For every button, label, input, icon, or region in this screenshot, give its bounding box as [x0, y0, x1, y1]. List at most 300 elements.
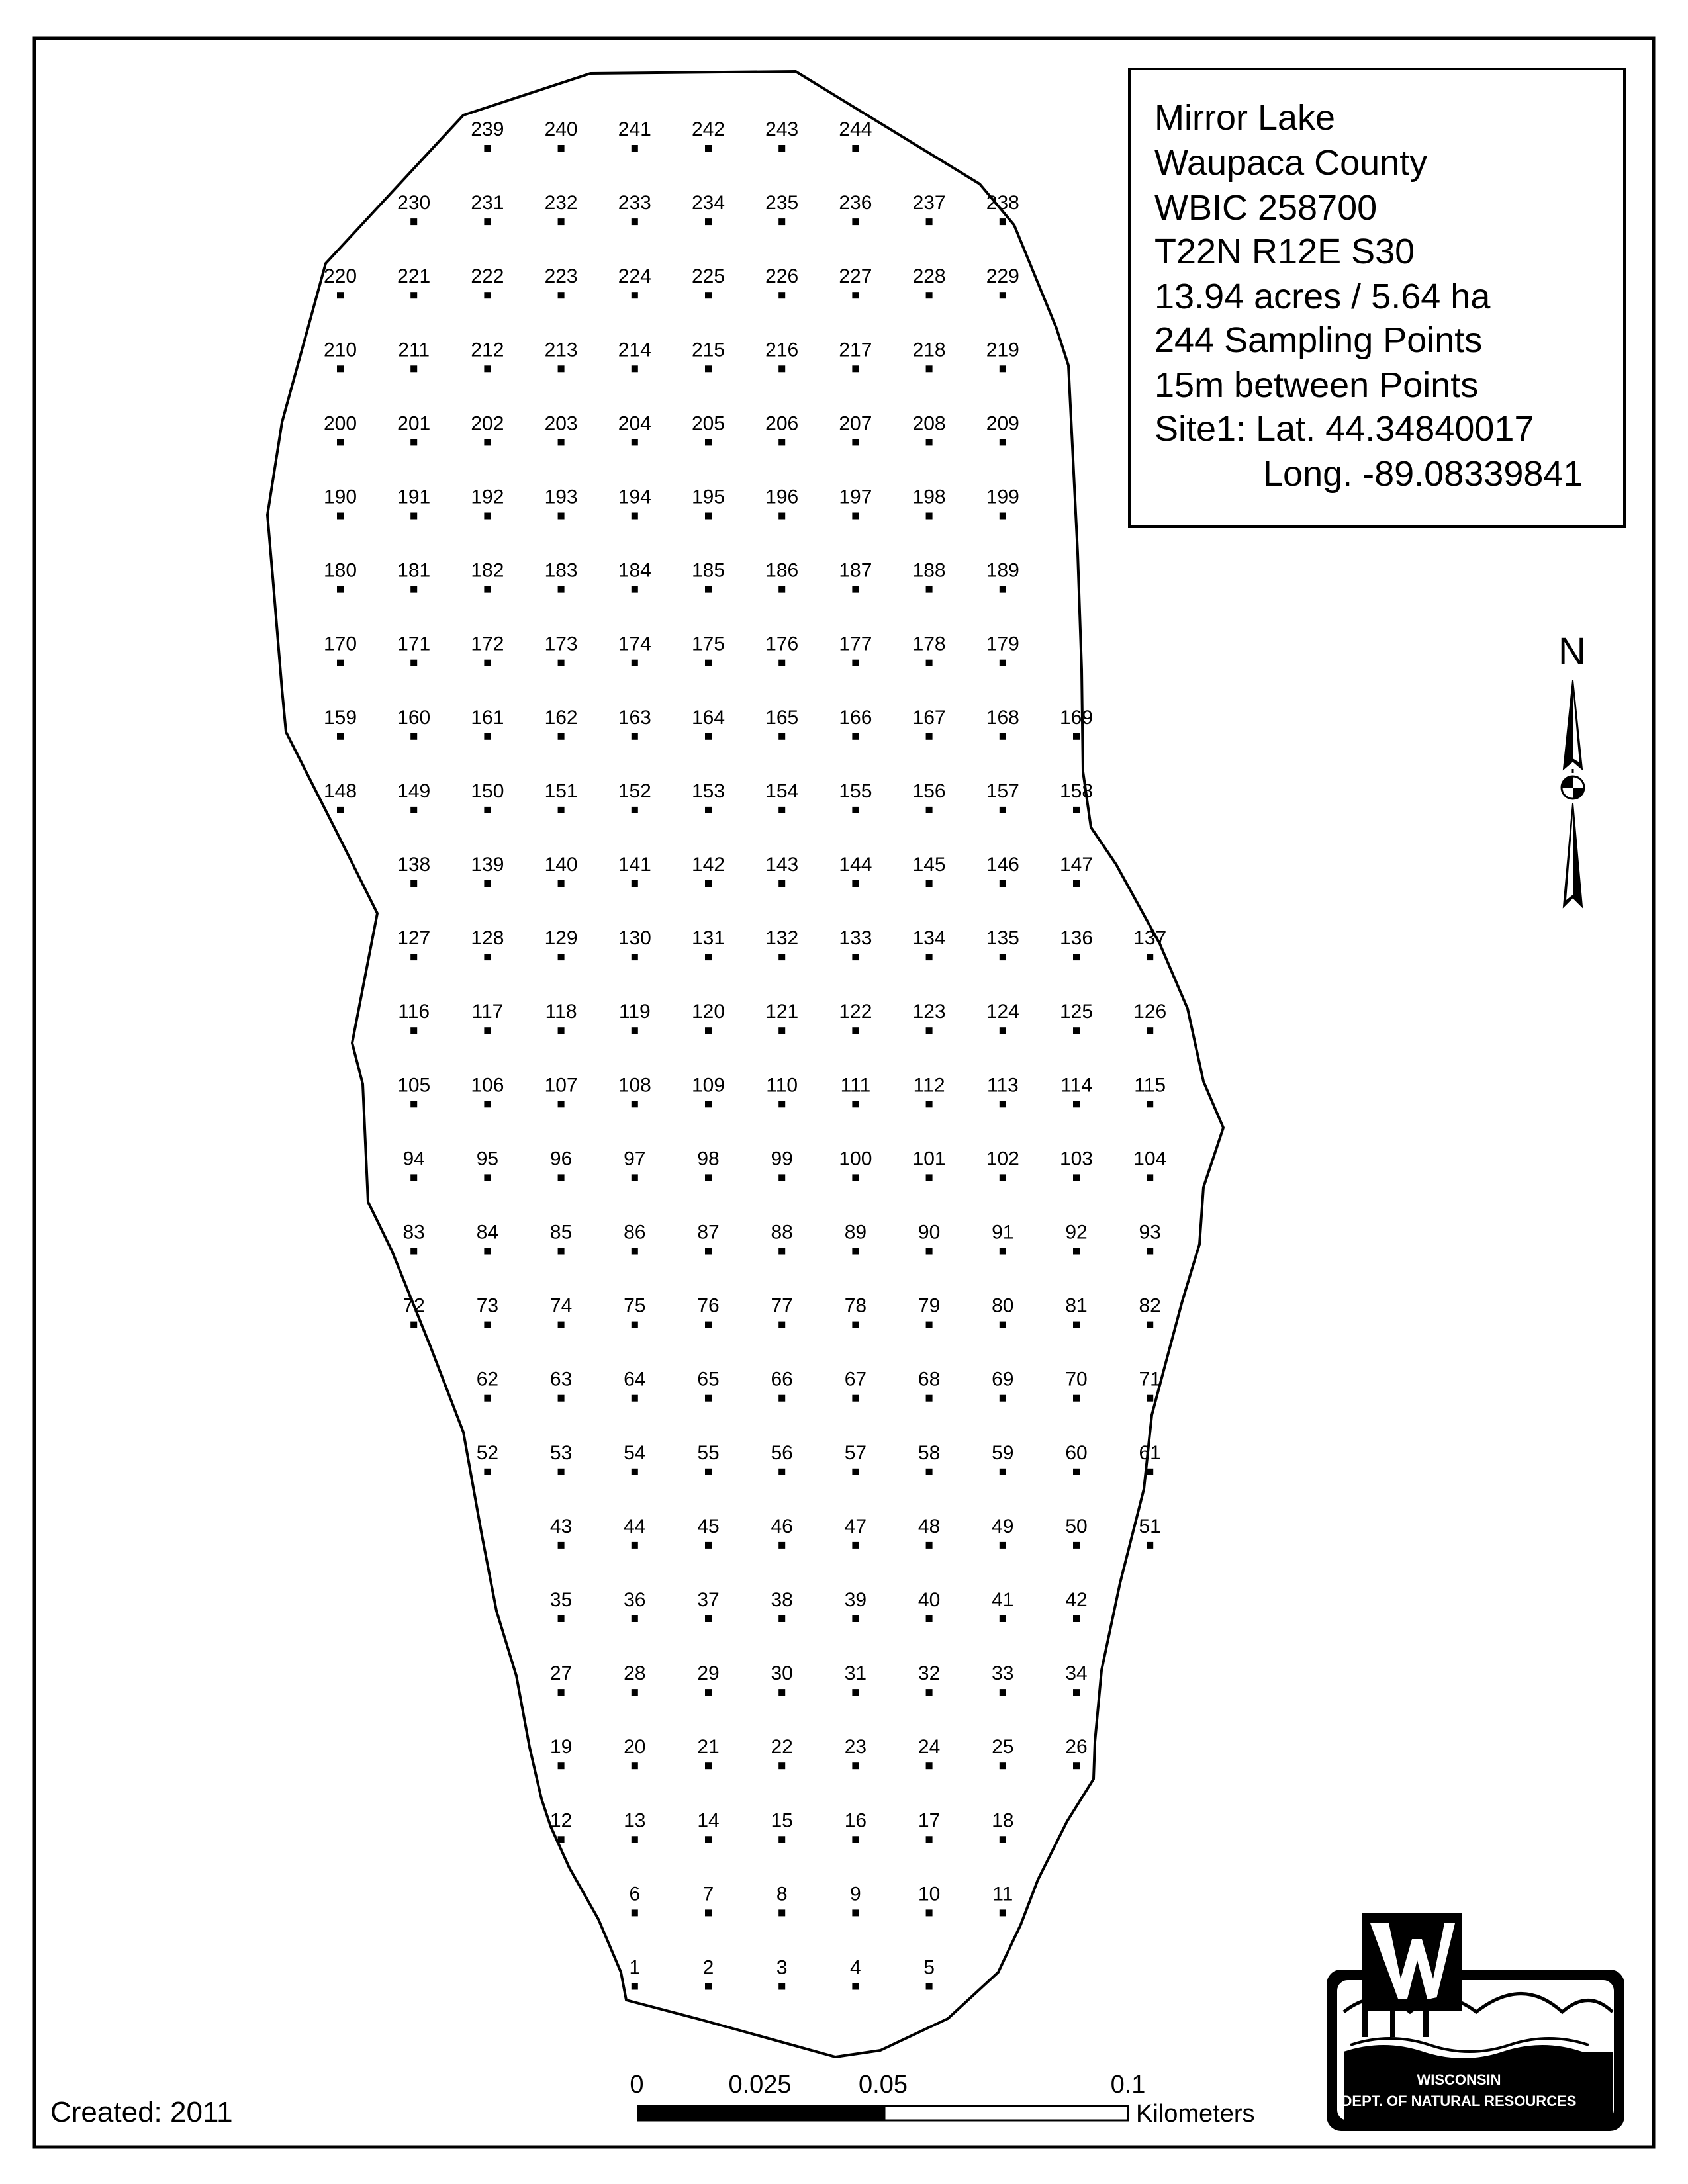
sampling-point	[697, 1809, 719, 1843]
sampling-point	[913, 412, 946, 445]
sampling-point-marker	[410, 660, 417, 666]
sampling-point-marker	[410, 1027, 417, 1034]
sampling-point	[992, 1442, 1013, 1475]
sampling-point-label: 137	[1133, 927, 1167, 950]
sampling-point	[545, 927, 578, 960]
sampling-point-label: 115	[1134, 1074, 1166, 1097]
sampling-point	[839, 265, 872, 298]
sampling-point-marker	[1000, 1248, 1006, 1255]
sampling-point-marker	[337, 733, 344, 740]
sampling-point-label: 210	[323, 339, 357, 361]
sampling-point-marker	[558, 1101, 565, 1107]
sampling-point-label: 197	[839, 486, 872, 508]
sampling-point-marker	[632, 1836, 638, 1843]
sampling-point-marker	[1000, 1322, 1006, 1328]
sampling-point-label: 50	[1065, 1515, 1088, 1537]
sampling-point	[398, 339, 430, 372]
sampling-point-label: 49	[992, 1515, 1014, 1537]
sampling-point-label: 11	[992, 1883, 1013, 1905]
sampling-point-label: 67	[844, 1368, 867, 1390]
sampling-point	[986, 854, 1019, 887]
sampling-point	[692, 265, 725, 298]
sampling-point-marker	[632, 733, 638, 740]
sampling-point-marker	[705, 1909, 712, 1916]
sampling-point-marker	[632, 1469, 638, 1475]
sampling-point-marker	[705, 1615, 712, 1622]
sampling-point-marker	[632, 1615, 638, 1622]
sampling-point-label: 235	[765, 192, 799, 214]
sampling-point-marker	[410, 1322, 417, 1328]
sampling-point-label: 40	[917, 1589, 941, 1611]
sampling-point-marker	[632, 1689, 638, 1696]
sampling-point	[618, 192, 651, 225]
sampling-point	[923, 1957, 935, 1990]
sampling-point-label: 153	[691, 780, 726, 802]
sampling-point-label: 242	[691, 118, 726, 140]
sampling-point	[471, 1074, 504, 1107]
sampling-point-marker	[926, 1174, 933, 1181]
sampling-point	[397, 412, 430, 445]
sampling-point-marker	[558, 365, 565, 372]
sampling-point-marker	[926, 1101, 933, 1107]
sampling-point	[618, 486, 651, 520]
sampling-point	[618, 633, 651, 666]
sampling-point-marker	[484, 1469, 491, 1475]
sampling-point	[771, 1736, 793, 1769]
sampling-point-marker	[1000, 660, 1006, 666]
sampling-point-marker	[632, 1542, 638, 1549]
sampling-point-label: 193	[544, 486, 578, 508]
sampling-point-marker	[558, 218, 565, 225]
sampling-point-label: 169	[1059, 706, 1094, 729]
sampling-point-label: 106	[471, 1074, 504, 1097]
sampling-point-label: 86	[624, 1221, 646, 1244]
sampling-point-label: 100	[839, 1148, 872, 1170]
sampling-point	[913, 780, 946, 813]
sampling-point-label: 87	[697, 1221, 720, 1244]
sampling-point-label: 215	[691, 339, 726, 361]
sampling-point-label: 186	[765, 559, 799, 582]
sampling-point-marker	[558, 880, 565, 887]
sampling-point	[765, 265, 798, 298]
sampling-point-label: 194	[618, 486, 651, 508]
sampling-point	[771, 1148, 793, 1181]
sampling-point	[397, 633, 430, 666]
sampling-point-label: 236	[839, 192, 872, 214]
sampling-point-label: 66	[771, 1368, 793, 1390]
sampling-point-marker	[484, 1322, 491, 1328]
sampling-point-label: 118	[545, 1001, 577, 1023]
sampling-point-label: 104	[1133, 1148, 1167, 1170]
sampling-point-marker	[1000, 365, 1006, 372]
sampling-point-marker	[705, 292, 712, 298]
sampling-point-label: 39	[844, 1589, 867, 1611]
sampling-point-label: 89	[844, 1221, 867, 1244]
sampling-point-marker	[1000, 292, 1006, 298]
sampling-point	[771, 1295, 793, 1328]
sampling-point-label: 168	[986, 706, 1019, 729]
sampling-point	[913, 339, 946, 372]
sampling-point-marker	[705, 1248, 712, 1255]
sampling-point	[918, 1589, 940, 1622]
sampling-point-marker	[1000, 1174, 1006, 1181]
logo-text-line2: DEPT. OF NATURAL RESOURCES	[1341, 2093, 1577, 2109]
sampling-point-marker	[926, 954, 933, 960]
sampling-point-marker	[558, 1027, 565, 1034]
sampling-point-label: 202	[471, 412, 504, 435]
sampling-point	[1065, 1516, 1087, 1549]
sampling-point	[765, 927, 798, 960]
sampling-point-label: 192	[471, 486, 504, 508]
sampling-point-label: 165	[765, 706, 799, 729]
sampling-point	[771, 1516, 793, 1549]
sampling-point	[550, 1809, 572, 1843]
sampling-point-marker	[705, 1836, 712, 1843]
sampling-point-label: 175	[691, 633, 726, 655]
sampling-point	[545, 560, 578, 593]
sampling-point	[697, 1442, 719, 1475]
sampling-point	[913, 486, 946, 520]
sampling-point	[471, 1001, 503, 1034]
sampling-point-marker	[337, 292, 344, 298]
sampling-point-label: 181	[397, 559, 431, 582]
sampling-point-label: 78	[844, 1295, 867, 1317]
sampling-point	[1139, 1516, 1161, 1549]
sampling-point-marker	[778, 807, 785, 813]
sampling-point-marker	[558, 1322, 565, 1328]
sampling-point-label: 94	[402, 1148, 425, 1170]
sampling-point	[545, 1001, 577, 1034]
sampling-point-marker	[778, 365, 785, 372]
sampling-point-marker	[484, 586, 491, 593]
sampling-point	[324, 412, 357, 445]
sampling-point-marker	[558, 660, 565, 666]
sampling-point-marker	[852, 292, 859, 298]
sampling-point-marker	[852, 1469, 859, 1475]
sampling-point	[545, 1074, 578, 1107]
sampling-point-label: 43	[549, 1515, 573, 1537]
sampling-point	[986, 1001, 1019, 1034]
sampling-point	[839, 486, 872, 520]
sampling-point-marker	[484, 733, 491, 740]
sampling-point-marker	[778, 1909, 785, 1916]
sampling-point-label: 144	[839, 854, 872, 876]
sampling-point	[839, 927, 872, 960]
sampling-point-label: 123	[912, 1001, 946, 1023]
sampling-point-marker	[558, 1689, 565, 1696]
sampling-point	[629, 1957, 640, 1990]
sampling-point-label: 221	[397, 265, 431, 288]
sampling-point-marker	[1000, 439, 1006, 445]
sampling-point	[471, 707, 504, 740]
sampling-point-marker	[705, 807, 712, 813]
sampling-point-label: 97	[624, 1148, 646, 1170]
sampling-point-marker	[1147, 1027, 1153, 1034]
sampling-point-label: 174	[618, 633, 651, 655]
sampling-point-marker	[926, 733, 933, 740]
sampling-point-label: 132	[765, 927, 799, 950]
sampling-point-marker	[484, 954, 491, 960]
sampling-point-marker	[852, 733, 859, 740]
sampling-point-label: 199	[986, 486, 1019, 508]
sampling-point	[913, 1001, 946, 1034]
sampling-point-marker	[337, 660, 344, 666]
sampling-point	[986, 633, 1019, 666]
sampling-point-marker	[926, 586, 933, 593]
sampling-point-marker	[778, 513, 785, 520]
sampling-point	[692, 1001, 725, 1034]
sampling-point-label: 68	[917, 1368, 941, 1390]
sampling-point	[550, 1442, 572, 1475]
sampling-point-marker	[852, 1542, 859, 1549]
sampling-point-label: 167	[912, 706, 946, 729]
sampling-point	[839, 633, 872, 666]
sampling-point-marker	[1073, 954, 1080, 960]
sampling-point-label: 122	[839, 1001, 872, 1023]
sampling-point-label: 103	[1059, 1148, 1094, 1170]
sampling-point	[550, 1589, 572, 1622]
sampling-point-label: 4	[850, 1956, 861, 1979]
sampling-point-marker	[852, 1983, 859, 1990]
sampling-point	[839, 560, 872, 593]
sampling-point	[918, 1883, 940, 1916]
sampling-point	[986, 927, 1019, 960]
sampling-point-marker	[1000, 218, 1006, 225]
sampling-point	[697, 1222, 719, 1255]
sampling-point	[477, 1442, 498, 1475]
sampling-point-marker	[337, 365, 344, 372]
sampling-point-label: 129	[544, 927, 578, 950]
sampling-point	[545, 265, 578, 298]
scale-tick-0: 0	[630, 2071, 644, 2099]
sampling-point	[765, 1001, 798, 1034]
sampling-point-label: 108	[618, 1074, 651, 1097]
sampling-point	[692, 339, 725, 372]
sampling-point-marker	[410, 880, 417, 887]
sampling-point	[986, 780, 1019, 813]
sampling-point	[765, 633, 798, 666]
sampling-point	[324, 780, 357, 813]
sampling-point-label: 69	[992, 1368, 1014, 1390]
sampling-point	[913, 192, 946, 225]
sampling-point-marker	[484, 365, 491, 372]
sampling-point	[624, 1148, 645, 1181]
sampling-point	[992, 1883, 1013, 1916]
sampling-point-label: 21	[697, 1736, 720, 1758]
sampling-point-label: 226	[765, 265, 799, 288]
sampling-point-marker	[410, 1174, 417, 1181]
sampling-point	[1065, 1736, 1087, 1769]
sampling-point-marker	[778, 660, 785, 666]
sampling-point-marker	[926, 1615, 933, 1622]
sampling-point-marker	[778, 1101, 785, 1107]
sampling-point-label: 182	[471, 559, 504, 582]
sampling-point-label: 24	[917, 1736, 941, 1758]
sampling-point-label: 16	[844, 1809, 867, 1832]
sampling-point	[913, 927, 946, 960]
sampling-point	[913, 707, 946, 740]
sampling-point-label: 116	[398, 1001, 430, 1023]
sampling-point-label: 3	[776, 1956, 788, 1979]
sampling-point-marker	[558, 439, 565, 445]
sampling-point-marker	[632, 1322, 638, 1328]
sampling-point	[765, 780, 798, 813]
sampling-point-marker	[410, 292, 417, 298]
sampling-point-marker	[852, 1762, 859, 1769]
sampling-point-marker	[1073, 1027, 1080, 1034]
sampling-point-marker	[1073, 880, 1080, 887]
sampling-point-marker	[852, 1174, 859, 1181]
sampling-point-marker	[484, 513, 491, 520]
sampling-point-marker	[1073, 1174, 1080, 1181]
sampling-point-marker	[705, 586, 712, 593]
sampling-point	[697, 1516, 719, 1549]
sampling-point	[403, 1148, 425, 1181]
sampling-point-label: 36	[624, 1589, 646, 1611]
sampling-point-marker	[705, 1762, 712, 1769]
north-arrow	[1558, 630, 1586, 907]
sampling-point-marker	[1000, 1469, 1006, 1475]
sampling-point-label: 113	[986, 1074, 1019, 1097]
sampling-point-marker	[632, 439, 638, 445]
sampling-point-label: 63	[549, 1368, 573, 1390]
sampling-point-label: 48	[917, 1515, 941, 1537]
sampling-point-label: 114	[1060, 1074, 1092, 1097]
sampling-point-label: 73	[476, 1295, 499, 1317]
sampling-point	[992, 1662, 1013, 1696]
sampling-point-marker	[484, 1395, 491, 1402]
sampling-point-label: 166	[839, 706, 872, 729]
sampling-point-marker	[558, 292, 565, 298]
sampling-point-marker	[1073, 1615, 1080, 1622]
sampling-point-label: 105	[397, 1074, 431, 1097]
sampling-point-label: 243	[765, 118, 799, 140]
sampling-point	[697, 1589, 719, 1622]
sampling-point	[992, 1516, 1013, 1549]
sampling-point-marker	[632, 292, 638, 298]
sampling-point-label: 58	[917, 1441, 941, 1464]
sampling-point-marker	[1073, 733, 1080, 740]
sampling-point-label: 225	[691, 265, 726, 288]
sampling-point	[1134, 1074, 1166, 1107]
sampling-point	[324, 560, 357, 593]
sampling-point-marker	[852, 1248, 859, 1255]
sampling-point	[845, 1809, 867, 1843]
sampling-point-label: 227	[839, 265, 872, 288]
sampling-point-label: 98	[697, 1148, 720, 1170]
sampling-point-label: 229	[986, 265, 1019, 288]
sampling-point-marker	[778, 880, 785, 887]
sampling-point-marker	[926, 1542, 933, 1549]
sampling-point-marker	[632, 513, 638, 520]
sampling-point	[692, 927, 725, 960]
sampling-point-marker	[1147, 1542, 1153, 1549]
sampling-point	[986, 192, 1019, 225]
sampling-point	[471, 854, 504, 887]
sampling-point	[618, 1074, 651, 1107]
sampling-point-marker	[1000, 1615, 1006, 1622]
sampling-point	[692, 192, 725, 225]
sampling-point-label: 219	[986, 339, 1019, 361]
sampling-point-label: 46	[771, 1515, 793, 1537]
sampling-point-marker	[632, 660, 638, 666]
sampling-point-label: 85	[549, 1221, 573, 1244]
sampling-point-label: 117	[471, 1001, 504, 1023]
sampling-point	[986, 339, 1019, 372]
sampling-point-marker	[410, 513, 417, 520]
sampling-point-marker	[410, 1248, 417, 1255]
sampling-point-marker	[1073, 1395, 1080, 1402]
sampling-point	[397, 707, 430, 740]
sampling-point-marker	[926, 1836, 933, 1843]
sampling-point	[839, 118, 872, 152]
sampling-point-marker	[778, 292, 785, 298]
sampling-point	[550, 1736, 572, 1769]
sampling-point-marker	[632, 1395, 638, 1402]
sampling-point	[771, 1442, 793, 1475]
sampling-point-marker	[705, 513, 712, 520]
sampling-point	[918, 1809, 940, 1843]
info-line-latitude: Site1: Lat. 44.34840017	[1154, 409, 1534, 449]
sampling-point-label: 141	[618, 854, 651, 876]
sampling-point-marker	[852, 1615, 859, 1622]
sampling-point	[471, 486, 504, 520]
sampling-point-label: 223	[544, 265, 578, 288]
sampling-point	[624, 1295, 645, 1328]
sampling-point-label: 77	[771, 1295, 793, 1317]
sampling-point	[692, 707, 725, 740]
sampling-point	[1065, 1222, 1087, 1255]
sampling-point	[765, 486, 798, 520]
sampling-point-label: 209	[986, 412, 1019, 435]
sampling-point-label: 31	[844, 1662, 867, 1685]
sampling-point	[550, 1148, 572, 1181]
sampling-point	[397, 265, 430, 298]
sampling-point-label: 32	[917, 1662, 941, 1685]
info-line-county: Waupaca County	[1154, 143, 1428, 183]
sampling-point	[845, 1369, 867, 1402]
sampling-point	[703, 1957, 714, 1990]
sampling-point-marker	[778, 1174, 785, 1181]
sampling-point-label: 198	[912, 486, 946, 508]
sampling-point-marker	[1000, 954, 1006, 960]
sampling-point-label: 41	[992, 1589, 1014, 1611]
sampling-point-marker	[410, 586, 417, 593]
sampling-point	[397, 560, 430, 593]
sampling-point-marker	[410, 1101, 417, 1107]
sampling-point	[1065, 1369, 1087, 1402]
sampling-point	[692, 1074, 725, 1107]
sampling-point	[397, 780, 430, 813]
sampling-point-label: 76	[697, 1295, 720, 1317]
sampling-point-marker	[337, 513, 344, 520]
sampling-point	[692, 780, 725, 813]
sampling-point-label: 234	[691, 192, 726, 214]
sampling-point-marker	[1000, 1836, 1006, 1843]
sampling-point-label: 128	[471, 927, 504, 950]
sampling-point-marker	[558, 1836, 565, 1843]
sampling-point-label: 212	[471, 339, 504, 361]
sampling-point-marker	[705, 1027, 712, 1034]
sampling-point	[397, 927, 430, 960]
sampling-point-marker	[558, 1542, 565, 1549]
sampling-point	[1065, 1589, 1087, 1622]
sampling-point-marker	[926, 439, 933, 445]
sampling-point-marker	[337, 586, 344, 593]
sampling-point-label: 211	[398, 339, 430, 361]
sampling-point-marker	[778, 145, 785, 152]
sampling-point-marker	[1000, 513, 1006, 520]
